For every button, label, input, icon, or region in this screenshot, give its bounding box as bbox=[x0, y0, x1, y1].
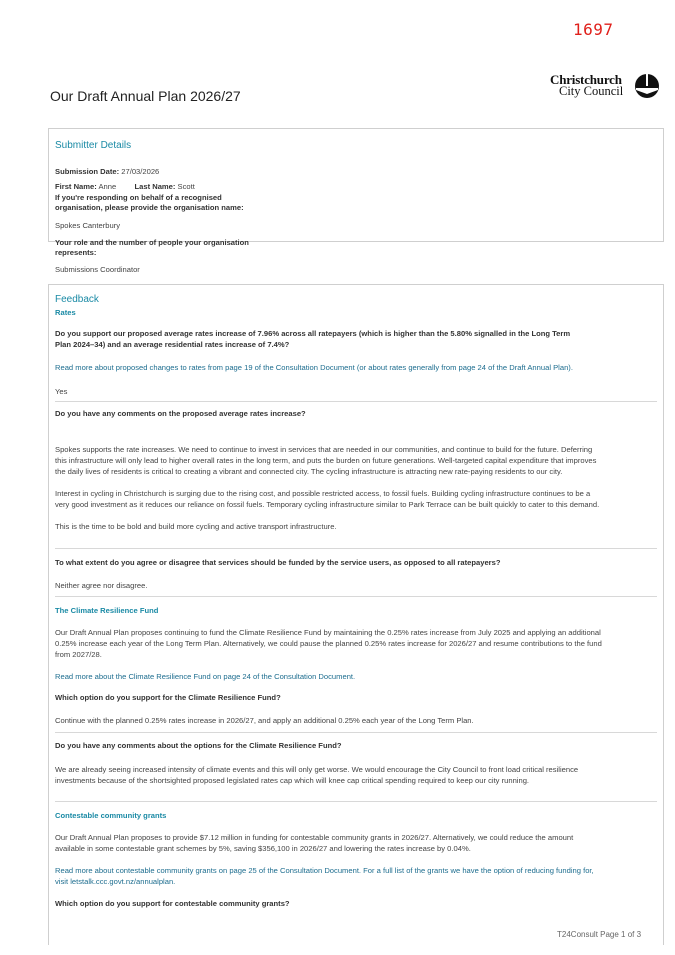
first-name-value: Anne bbox=[98, 182, 117, 191]
grants-read-more-line1[interactable]: Read more about contestable community grants on page 25 of the Consultation Document. For a full list of the grants we have the option of reducing funding for, bbox=[55, 866, 594, 875]
role-question-line1: Your role and the number of people your organisation bbox=[55, 238, 249, 247]
rates-answer-3: Neither agree nor disagree. bbox=[55, 581, 148, 590]
page-number: 1697 bbox=[573, 20, 614, 39]
rates-comment-p3: This is the time to be bold and build more cycling and active transport infrastructure. bbox=[55, 522, 337, 531]
role-value: Submissions Coordinator bbox=[55, 265, 140, 274]
grants-intro-line2: available in some contestable grant schemes by 5%, saving $356,100 in 2026/27 and lowering the rates increase by 0.04%. bbox=[55, 844, 471, 853]
submitter-details-heading: Submitter Details bbox=[55, 140, 132, 151]
rates-question-3: To what extent do you agree or disagree that services should be funded by the service users, as opposed to all ratepayers? bbox=[55, 558, 501, 567]
org-question-line1: If you're responding on behalf of a recognised bbox=[55, 193, 222, 202]
rates-comment-p2-line2: very good investment as it reduces our reliance on fossil fuels. Temporary cycling infrastructure similar to Park Terrace can be built quickly to cater to this demand. bbox=[55, 500, 600, 509]
climate-intro-line2: 0.25% increase each year of the Long Term Plan. Alternatively, we could pause the planned 0.25% rates increase for 2026/27 and resume contributions to the fund bbox=[55, 639, 602, 648]
divider bbox=[55, 732, 657, 733]
rates-question-1-line1: Do you support our proposed average rates increase of 7.96% across all ratepayers (which is higher than the 5.80% signalled in the Long Term bbox=[55, 329, 571, 338]
rates-comment-p1-line3: the daily lives of residents is critical to creating a vibrant and connected city. The cycling infrastructure is attracting new rate-paying residents to our city. bbox=[55, 467, 563, 476]
cathedral-logo-icon bbox=[634, 73, 660, 99]
name-row bbox=[55, 182, 195, 192]
climate-read-more-link[interactable]: Read more about the Climate Resilience Fund on page 24 of the Consultation Document. bbox=[55, 672, 356, 681]
submission-date-label: Submission Date: bbox=[55, 167, 120, 176]
submission-date-value: 27/03/2026 bbox=[121, 167, 160, 176]
rates-question-1-line2: Plan 2024–34) and an average residential rates increase of 7.4%? bbox=[55, 340, 290, 349]
climate-question-2: Do you have any comments about the options for the Climate Resilience Fund? bbox=[55, 741, 342, 750]
submission-date-row bbox=[55, 167, 159, 177]
climate-intro-line1: Our Draft Annual Plan proposes continuing to fund the Climate Resilience Fund by maintaining the 0.25% rates increase from July 2025 and applying an additional bbox=[55, 628, 601, 637]
feedback-heading: Feedback bbox=[55, 294, 99, 305]
climate-answer-1: Continue with the planned 0.25% rates increase in 2026/27, and apply an additional 0.25% each year of the Long Term Plan. bbox=[55, 716, 474, 725]
grants-read-more-line2[interactable]: visit letstalk.ccc.govt.nz/annualplan. bbox=[55, 877, 176, 886]
grants-question-1: Which option do you support for contestable community grants? bbox=[55, 899, 290, 908]
rates-comment-p1-line1: Spokes supports the rate increases. We need to continue to invest in services that are needed in our communities, and continue to build for the future. Deferring bbox=[55, 445, 593, 454]
rates-heading: Rates bbox=[55, 308, 76, 317]
org-name-value: Spokes Canterbury bbox=[55, 221, 121, 230]
grants-heading: Contestable community grants bbox=[55, 811, 167, 820]
climate-heading: The Climate Resilience Fund bbox=[55, 606, 159, 615]
org-question-line2: organisation, please provide the organisation name: bbox=[55, 203, 244, 212]
divider bbox=[55, 801, 657, 802]
first-name-label: First Name: bbox=[55, 182, 97, 191]
climate-comment-line2: investments because of the shortsighted proposed legislated rates cap which will knee cap critical spending required to keep our city running. bbox=[55, 776, 530, 785]
climate-comment-line1: We are already seeing increased intensity of climate events and this will only get worse. We would encourage the City Council to front load critical resilience bbox=[55, 765, 579, 774]
rates-answer-1: Yes bbox=[55, 387, 68, 396]
rates-read-more-link[interactable]: Read more about proposed changes to rates from page 19 of the Consultation Document (or about rates generally from page 24 of the Draft Annual Plan). bbox=[55, 363, 573, 372]
rates-comment-p1-line2: this infrastructure will only lead to higher overall rates in the long term, and puts the burden on future generations. Well-targeted capital expenditure that improves bbox=[55, 456, 597, 465]
logo-line2: City Council bbox=[559, 84, 624, 98]
climate-intro-line3: from 2027/28. bbox=[55, 650, 102, 659]
document-title: Our Draft Annual Plan 2026/27 bbox=[50, 88, 241, 104]
rates-comment-p2-line1: Interest in cycling in Christchurch is surging due to the rising cost, and possible restricted access, to fossil fuels. Building cycling infrastructure continues to be a bbox=[55, 489, 591, 498]
climate-question-1: Which option do you support for the Climate Resilience Fund? bbox=[55, 693, 281, 702]
divider bbox=[55, 548, 657, 549]
divider bbox=[55, 401, 657, 402]
role-question-line2: represents: bbox=[55, 248, 97, 257]
logo-line1: Christchurch bbox=[550, 72, 622, 87]
grants-intro-line1: Our Draft Annual Plan proposes to provide $7.12 million in funding for contestable community grants in 2026/27. Alternatively, we could reduce the amount bbox=[55, 833, 574, 842]
last-name-label: Last Name: bbox=[134, 182, 176, 191]
divider bbox=[55, 596, 657, 597]
rates-question-2: Do you have any comments on the proposed average rates increase? bbox=[55, 409, 306, 418]
last-name-value: Scott bbox=[177, 182, 195, 191]
page-footer: T24Consult Page 1 of 3 bbox=[557, 930, 642, 939]
council-logo bbox=[550, 72, 660, 100]
